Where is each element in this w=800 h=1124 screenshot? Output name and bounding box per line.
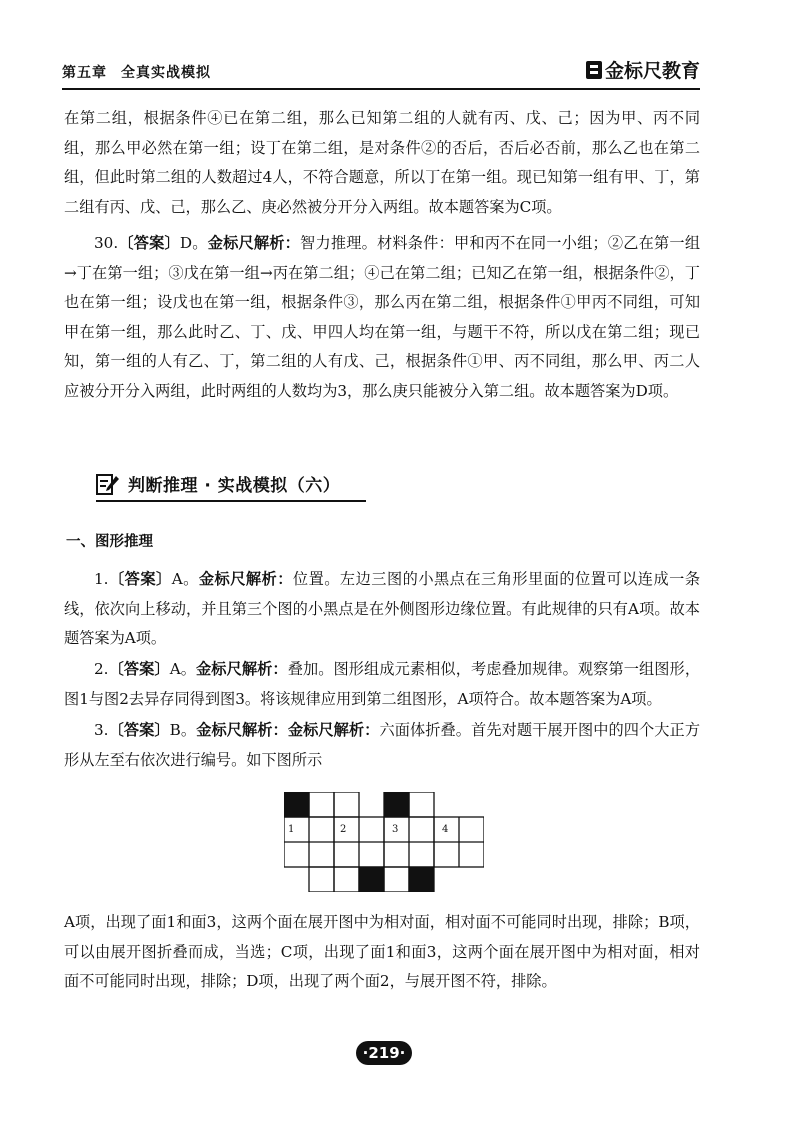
answer-choice: A。 (169, 660, 197, 678)
analysis-text: 位置。左边三图的小黑点在三角形里面的位置可以连成一条线，依次向上移动，并且第三个图的小黑点是在外侧图形边缘位置。有此规律的只有A项。故本题答案为A项。 (64, 570, 701, 647)
face-label-3: 3 (392, 824, 399, 835)
black-cell (284, 792, 309, 817)
bottom-cell (309, 867, 334, 892)
paragraph-continuation: 在第二组，根据条件④已在第二组，那么已知第二组的人就有丙、戊、己；因为甲、丙不同组，那么甲必然在第一组；设丁在第二组，是对条件②的否后，否后必否前，那么乙也在第二组，但此时第二组的人数超过4人，不符合题意，所以丁在第一组。现已知第一组有甲、丁，第二组有丙、戊、己，那么乙、庚必然被分开分入两组。故本题答案为C项。 (64, 109, 700, 216)
subsection-title: 一、图形推理 (66, 534, 153, 550)
page-header (62, 54, 700, 86)
analysis-label: 金标尺解析： (196, 721, 288, 739)
cube-net-figure (284, 792, 484, 892)
analysis-label: 金标尺解析： (198, 570, 293, 588)
brand-logo (586, 56, 700, 83)
question-number: 1. (94, 570, 109, 588)
section-title: 判断推理 · 实战模拟（六） (128, 476, 341, 496)
chapter-number: 第五章 (62, 65, 107, 81)
chapter-title: 全真实战模拟 (121, 65, 211, 81)
top-cell (334, 792, 359, 817)
page-number: ·219· (356, 1041, 412, 1065)
top-cell (309, 792, 334, 817)
answer-label: 〔答案〕 (118, 234, 180, 252)
answer-30 (64, 229, 700, 406)
analysis-label: 金标尺解析： (196, 660, 288, 678)
section-underline (96, 500, 366, 502)
face-label-2: 2 (340, 824, 347, 835)
bottom-cell (384, 867, 409, 892)
header-rule (62, 88, 700, 90)
black-cell (359, 867, 384, 892)
question-number: 30. (94, 234, 119, 252)
answer-choice: B。 (169, 721, 197, 739)
answer-choice: A。 (171, 570, 199, 588)
chapter-heading (62, 62, 211, 82)
answer-1 (64, 565, 700, 654)
black-cell (384, 792, 409, 817)
answer-label: 〔答案〕 (108, 721, 170, 739)
question-number: 3. (94, 721, 109, 739)
analysis-label: 金标尺解析： (287, 721, 380, 739)
analysis-text: 智力推理。材料条件：甲和丙不在同一小组；②乙在第一组→丁在第一组；③戊在第一组→丙在第二组；④己在第二组；已知乙在第一组，根据条件②，丁也在第一组；设戊也在第一组，根据条件③，那么丙在第二组，根据条件①甲丙不同组，可知甲在第一组，那么此时乙、丁、戊、甲四人均在第一组，与题干不符，所以戊在第二组；现已知，第一组的人有乙、丁，第二组的人有戊、己，根据条件①甲、丙不同组，那么甲、丙二人应被分开分入两组，此时两组的人数均为3，那么庚只能被分入第二组。故本题答案为D项。 (64, 234, 700, 400)
page-number-value: 219 (368, 1044, 400, 1062)
top-cell (409, 792, 434, 817)
answer-choice: D。 (179, 234, 208, 252)
brand-name: 金标尺教育 (604, 60, 700, 82)
answer-2 (64, 655, 700, 714)
face-label-1: 1 (288, 824, 295, 835)
face-label-4: 4 (442, 824, 449, 835)
analysis-text: 叠加。图形组成元素相似，考虑叠加规律。观察第一组图形，图1与图2去异存同得到图3。将该规律应用到第二组图形，A项符合。故本题答案为A项。 (64, 660, 701, 708)
bottom-cell (334, 867, 359, 892)
options-analysis: A项，出现了面1和面3，这两个面在展开图中为相对面，相对面不可能同时出现，排除；B项，可以由展开图折叠而成，当选；C项，出现了面1和面3，这两个面在展开图中为相对面，相对面不可能同时出现，排除；D项，出现了两个面2，与展开图不符，排除。 (64, 913, 700, 990)
answer-label: 〔答案〕 (108, 660, 170, 678)
section-heading (96, 468, 366, 502)
answer-3 (64, 716, 700, 775)
black-cell (409, 867, 434, 892)
analysis-text: 六面体折叠。首先对题干展开图中的四个大正方形从左至右依次进行编号。如下图所示 (64, 721, 701, 769)
analysis-label: 金标尺解析： (207, 234, 301, 252)
question-number: 2. (94, 660, 109, 678)
answer-label: 〔答案〕 (108, 570, 172, 588)
brand-icon (586, 61, 602, 79)
pencil-note-icon (96, 472, 120, 496)
